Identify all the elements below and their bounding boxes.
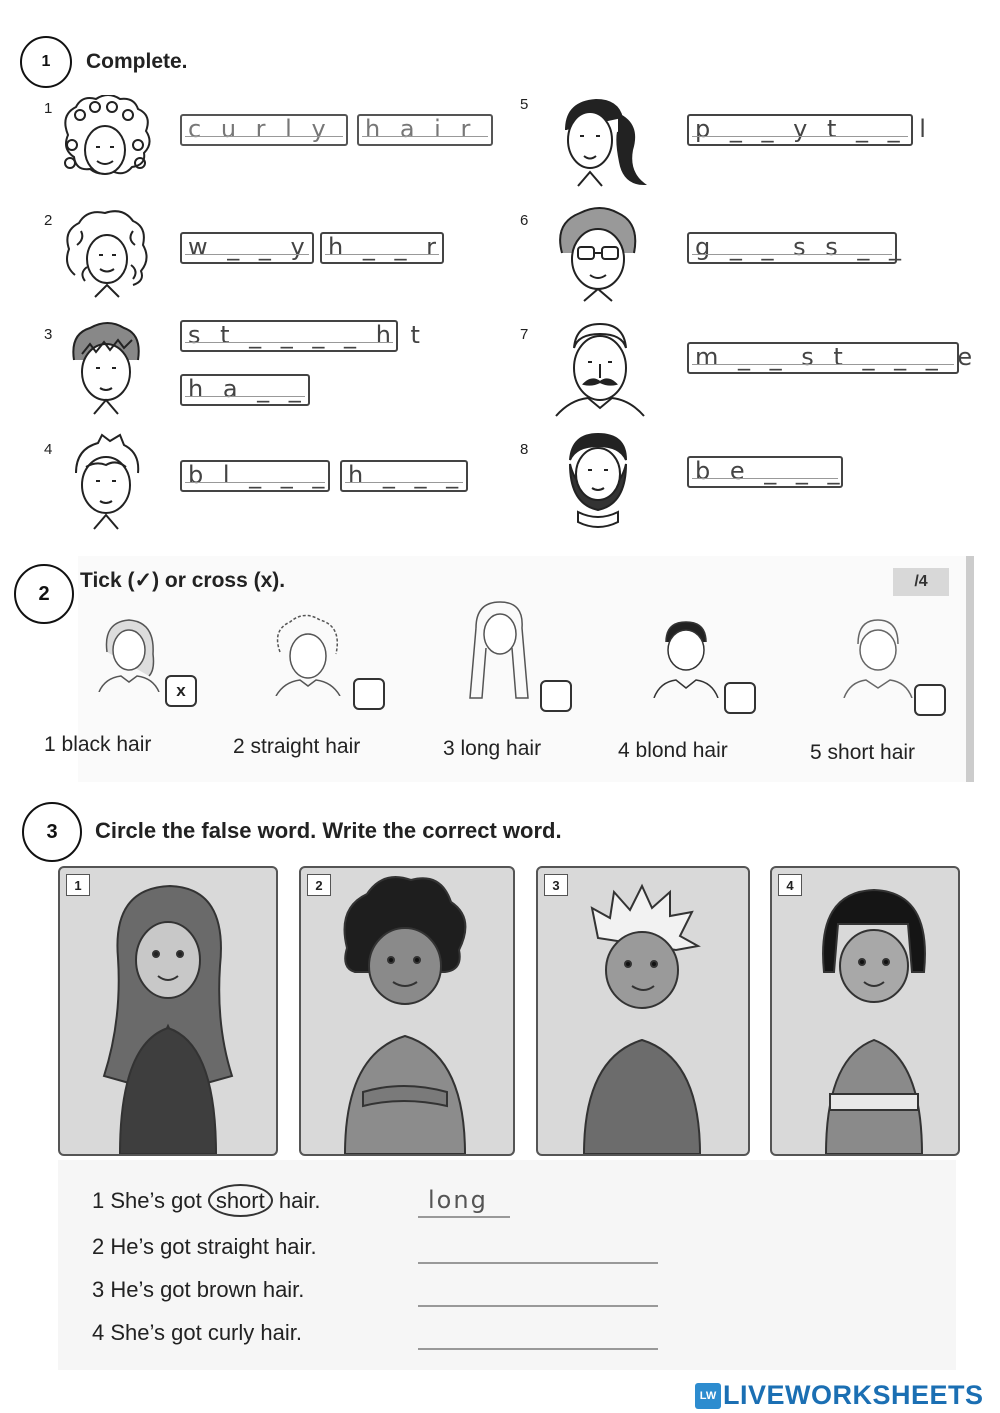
character-1 xyxy=(95,612,165,692)
sentence-pre: 1 She’s got xyxy=(92,1188,202,1213)
tick-box-5[interactable] xyxy=(914,684,946,716)
word-box[interactable]: w _ _ y xyxy=(180,232,314,264)
picture-panel-1 xyxy=(58,866,278,1156)
item-number: 2 xyxy=(44,212,53,229)
sentence-post: hair. xyxy=(275,1234,317,1259)
blond-hair-boy-illustration xyxy=(538,868,748,1154)
liveworksheets-brand: LIVEWORKSHEETS xyxy=(723,1380,984,1410)
false-word[interactable]: curly xyxy=(207,1320,255,1345)
section-2-number: 2 xyxy=(14,564,74,624)
character-2 xyxy=(268,612,348,696)
panel-number: 1 xyxy=(66,874,90,896)
tick-label-4: 4 blond hair xyxy=(618,739,728,762)
bearded-man-face xyxy=(548,430,648,530)
tick-box-4[interactable] xyxy=(724,682,756,714)
picture-panel-2 xyxy=(299,866,515,1156)
answer-line-2 xyxy=(418,1262,658,1264)
word-box[interactable]: h _ _ _ xyxy=(340,460,468,492)
picture-panel-3 xyxy=(536,866,750,1156)
sentence-3 xyxy=(92,1277,304,1303)
word-box[interactable]: h a i r xyxy=(357,114,493,146)
character-5 xyxy=(840,614,915,698)
word-box[interactable]: c u r l y xyxy=(180,114,348,146)
word-box[interactable]: p _ _ y t _ _ l xyxy=(687,114,913,146)
word-box[interactable]: m _ _ s t _ _ _ e xyxy=(687,342,959,374)
section-1-number: 1 xyxy=(20,36,72,88)
glasses-woman-face xyxy=(548,203,648,303)
character-3 xyxy=(460,598,540,704)
word-box[interactable]: b l _ _ _ xyxy=(180,460,330,492)
item-number: 3 xyxy=(44,326,53,343)
item-number: 5 xyxy=(520,96,529,113)
answer-line-1 xyxy=(418,1216,510,1218)
tick-label-2: 2 straight hair xyxy=(233,735,361,758)
panel-number: 3 xyxy=(544,874,568,896)
score-badge: /4 xyxy=(893,568,949,596)
section-1-instruction: Complete. xyxy=(86,50,188,73)
tick-label-1: 1 black hair xyxy=(44,733,152,756)
sentence-pre: 4 She’s got xyxy=(92,1320,202,1345)
sentence-post: hair. xyxy=(262,1277,305,1302)
panel-number: 4 xyxy=(778,874,802,896)
tick-label-5: 5 short hair xyxy=(810,741,916,764)
section-3-number: 3 xyxy=(22,802,82,862)
blond-hair-boy-face xyxy=(60,433,155,531)
section-3-instruction: Circle the false word. Write the correct word. xyxy=(95,818,562,843)
item-number: 8 xyxy=(520,441,529,458)
item-number: 1 xyxy=(44,100,53,117)
panel-number: 2 xyxy=(307,874,331,896)
answer-line-4 xyxy=(418,1348,658,1350)
sentence-4 xyxy=(92,1320,302,1346)
tick-box-2[interactable] xyxy=(353,678,385,710)
moustache-man-face xyxy=(548,318,653,418)
word-box[interactable]: b e _ _ _ xyxy=(687,456,843,488)
sentence-pre: 2 He’s got xyxy=(92,1234,191,1259)
answer-1[interactable]: long xyxy=(428,1186,488,1214)
false-word[interactable]: straight xyxy=(196,1234,269,1259)
item-number: 6 xyxy=(520,212,529,229)
curly-hair-girl-face xyxy=(50,95,160,185)
liveworksheets-logo xyxy=(695,1380,984,1411)
circled-word[interactable]: short xyxy=(208,1184,273,1217)
word-box[interactable]: s t _ _ _ _ h t xyxy=(180,320,398,352)
ponytail-girl-face xyxy=(548,90,648,188)
false-word[interactable]: brown xyxy=(196,1277,257,1302)
long-hair-girl-illustration xyxy=(60,868,276,1154)
curly-hair-boy-illustration xyxy=(301,868,513,1154)
liveworksheets-logo-icon: LW xyxy=(695,1383,721,1409)
picture-panel-4 xyxy=(770,866,960,1156)
answer-line-3 xyxy=(418,1305,658,1307)
section-2-instruction: Tick (✓) or cross (x). xyxy=(80,569,286,592)
tick-label-3: 3 long hair xyxy=(443,737,542,760)
sentence-1 xyxy=(92,1188,320,1214)
item-number: 4 xyxy=(44,441,53,458)
sentence-post: hair. xyxy=(260,1320,302,1345)
word-box[interactable]: h _ _ r xyxy=(320,232,444,264)
straight-hair-boy-face xyxy=(60,318,155,416)
tick-box-3[interactable] xyxy=(540,680,572,712)
tick-box-1[interactable]: x xyxy=(165,675,197,707)
sentence-2 xyxy=(92,1234,317,1260)
character-4 xyxy=(648,614,723,698)
item-number: 7 xyxy=(520,326,529,343)
sentence-post: hair. xyxy=(278,1188,321,1213)
sentence-pre: 3 He’s got xyxy=(92,1277,191,1302)
word-box[interactable]: h a _ _ xyxy=(180,374,310,406)
word-box[interactable]: g _ _ s s _ _ xyxy=(687,232,897,264)
wavy-hair-girl-face xyxy=(55,205,160,300)
short-hair-girl-illustration xyxy=(772,868,958,1154)
